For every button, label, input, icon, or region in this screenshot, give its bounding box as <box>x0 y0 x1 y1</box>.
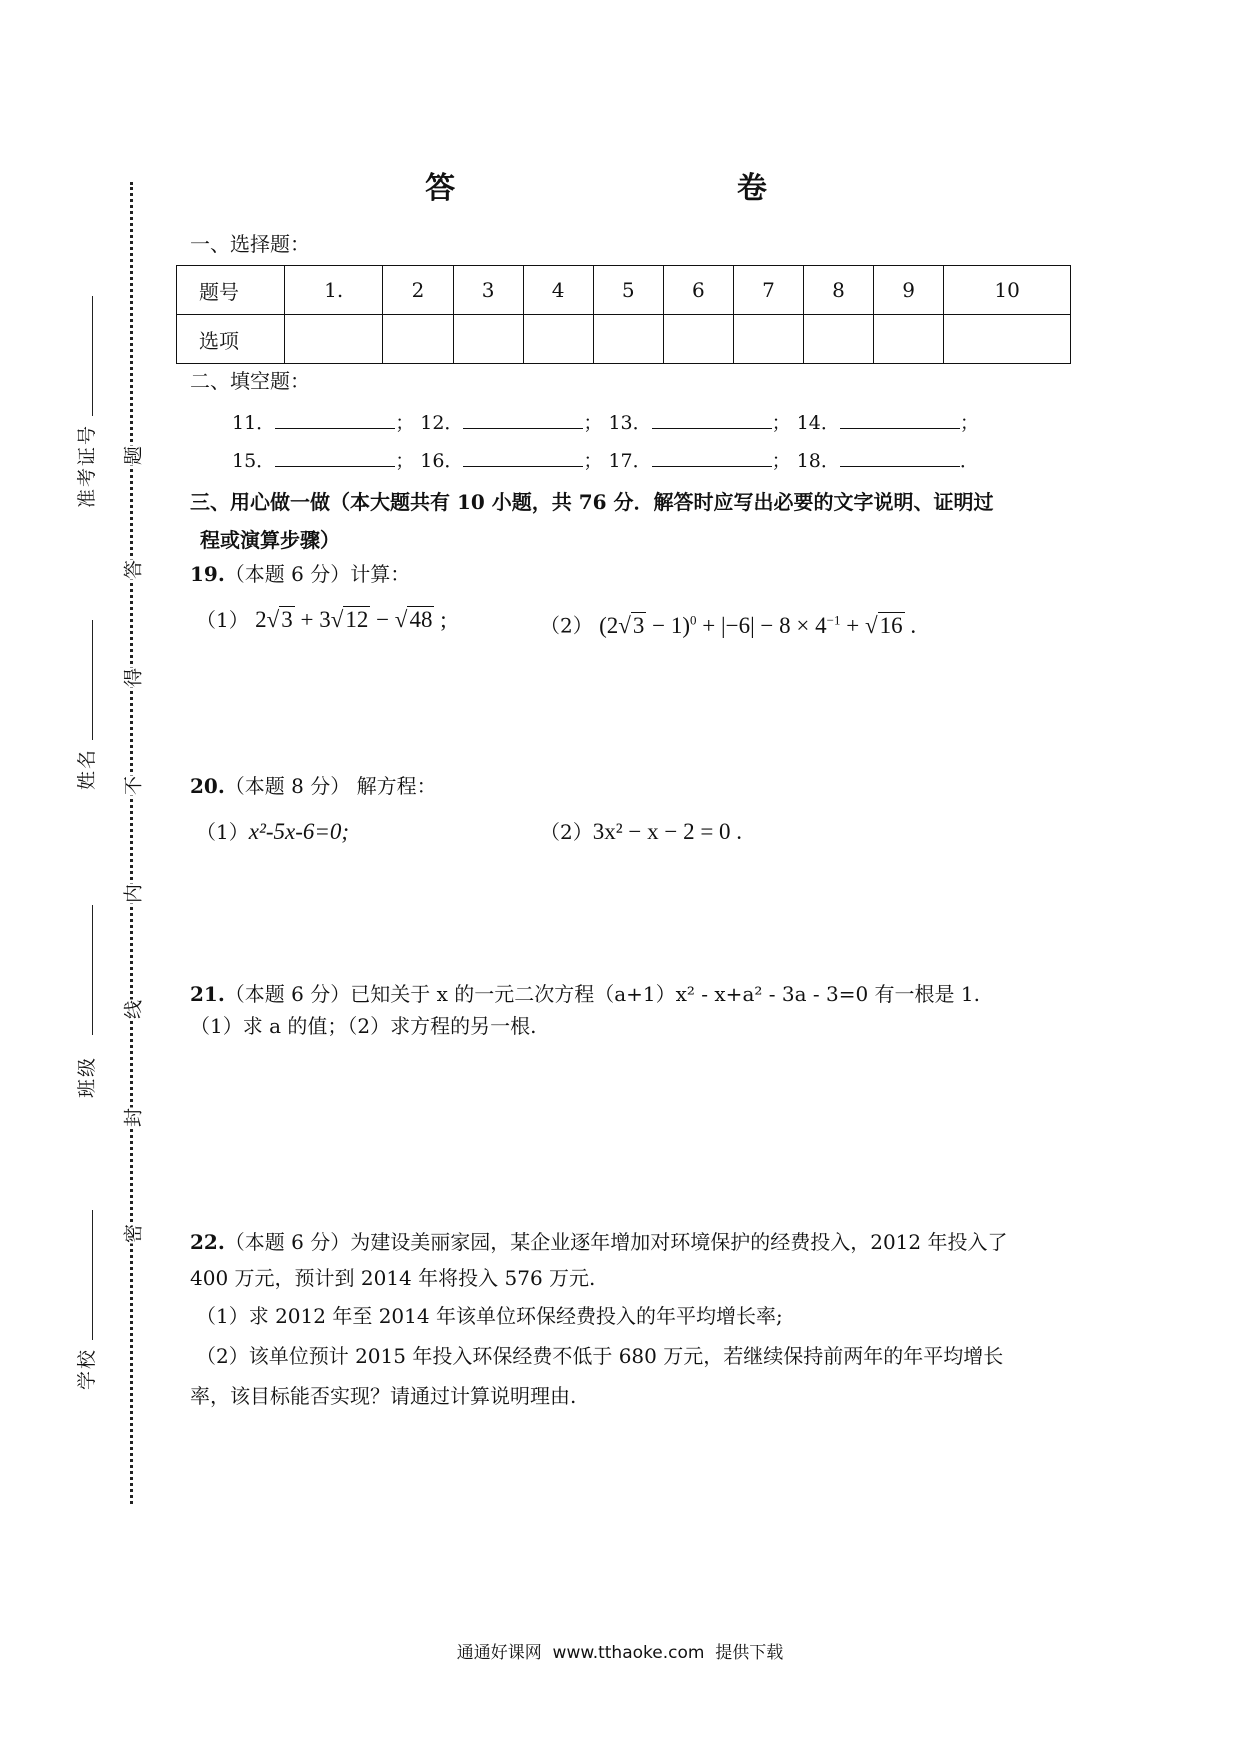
seal-char: 密 <box>119 1224 146 1244</box>
q20-number: 20. <box>190 774 225 798</box>
binding-dotted-line <box>130 182 133 1504</box>
table-header: 选项 <box>177 315 285 364</box>
question-number-cell: 4 <box>523 266 593 315</box>
binding-label-name: 姓名 <box>76 747 98 790</box>
page-title: 答 卷 <box>425 171 815 206</box>
fill-blank-row-2: 15． ； 16． ； 17． ； 18． ． <box>232 450 979 472</box>
question-number-cell: 8 <box>803 266 873 315</box>
fill-blank[interactable] <box>275 448 395 467</box>
table-row <box>177 315 1071 364</box>
blank-label: 15． <box>232 450 276 472</box>
seal-char: 线 <box>119 1000 146 1020</box>
q19-p1-label: （1） <box>196 608 249 632</box>
q19-p1-expr: 2√3 + 3√12 − √48 ; <box>255 607 447 632</box>
q22-text: （本题 6 分）为建设美丽家园，某企业逐年增加对环境保护的经费投入，2012 年投入了 <box>224 1230 1008 1254</box>
q20-intro: （本题 8 分） 解方程： <box>224 774 437 798</box>
q19-part1 <box>196 602 447 638</box>
blank-label: 13． <box>608 412 652 434</box>
q20-header <box>190 768 437 804</box>
name-line <box>92 620 93 740</box>
table-row <box>177 266 1071 315</box>
q20-part1 <box>196 814 349 850</box>
page-footer: 通通好课网 www.tthaoke.com 提供下载 <box>456 1643 784 1663</box>
seal-char: 得 <box>119 668 146 688</box>
seal-char: 内 <box>119 884 146 904</box>
question-number-cell: 2 <box>383 266 453 315</box>
question-number-cell: 6 <box>663 266 733 315</box>
q20-p2-label: （2） <box>540 820 593 844</box>
q19-part2 <box>540 602 916 644</box>
question-number-cell: 10 <box>944 266 1071 315</box>
fill-blank[interactable] <box>463 448 583 467</box>
q21-text2: （1）求 a 的值；（2）求方程的另一根. <box>190 1014 537 1038</box>
seal-char: 封 <box>119 1108 146 1128</box>
blank-label: 18． <box>796 450 840 472</box>
answer-cell[interactable] <box>803 315 873 364</box>
section3-heading-cont: 程或演算步骤） <box>200 528 340 552</box>
q22-part1: （1）求 2012 年至 2014 年该单位环保经费投入的年平均增长率; <box>196 1304 783 1328</box>
fill-blank[interactable] <box>275 410 395 429</box>
class-line <box>92 905 93 1035</box>
section2-heading: 二、填空题： <box>190 369 310 393</box>
q22-part2: （2）该单位预计 2015 年投入环保经费不低于 680 万元，若继续保持前两年的年平均增长 <box>196 1344 1004 1368</box>
q22-part2-cont: 率，该目标能否实现？请通过计算说明理由. <box>190 1384 577 1408</box>
fill-blank[interactable] <box>652 410 772 429</box>
q20-p1-expr: x²-5x-6=0; <box>248 819 350 844</box>
school-line <box>92 1210 93 1340</box>
answer-cell[interactable] <box>663 315 733 364</box>
exam-number-line <box>92 296 93 416</box>
q21-number: 21. <box>190 982 225 1006</box>
binding-label-class: 班级 <box>76 1055 98 1098</box>
q21-header <box>190 976 980 1012</box>
q22-number: 22. <box>190 1230 225 1254</box>
q19-header <box>190 556 410 592</box>
q19-p2-label: （2） <box>540 613 593 638</box>
answer-cell[interactable] <box>285 315 383 364</box>
question-number-cell: 7 <box>733 266 803 315</box>
fill-blank[interactable] <box>463 410 583 429</box>
fill-blank[interactable] <box>652 448 772 467</box>
answer-cell[interactable] <box>874 315 944 364</box>
fill-blank-row-1: 11． ； 12． ； 13． ； 14． ； <box>232 412 979 434</box>
blank-label: 17． <box>608 450 652 472</box>
q19-intro: （本题 6 分）计算： <box>224 562 411 586</box>
answer-cell[interactable] <box>733 315 803 364</box>
seal-char: 题 <box>119 446 146 466</box>
fill-blank[interactable] <box>840 448 960 467</box>
answer-cell[interactable] <box>453 315 523 364</box>
q22-text2: 400 万元，预计到 2014 年将投入 576 万元. <box>190 1266 596 1290</box>
seal-char: 不 <box>119 776 146 796</box>
answer-cell[interactable] <box>593 315 663 364</box>
q22-header <box>190 1224 1008 1260</box>
q19-number: 19. <box>190 562 225 586</box>
answer-cell[interactable] <box>383 315 453 364</box>
table-header: 题号 <box>177 266 285 315</box>
answer-cell[interactable] <box>944 315 1071 364</box>
blank-label: 12． <box>420 412 464 434</box>
q19-p2-expr: $(2√3 - 1)^0 + |-6| - 8 \times 4^{-1} + √16$ . <box>599 612 917 638</box>
q20-p1-label: （1） <box>196 820 249 844</box>
fill-blank[interactable] <box>840 410 960 429</box>
question-number-cell: 9 <box>874 266 944 315</box>
section1-heading: 一、选择题： <box>190 232 310 256</box>
question-number-cell: 5 <box>593 266 663 315</box>
binding-label-school: 学校 <box>76 1347 98 1390</box>
answer-cell[interactable] <box>523 315 593 364</box>
q20-p2-expr: 3x² − x − 2 = 0 . <box>592 819 743 844</box>
question-number-cell: 3 <box>453 266 523 315</box>
blank-label: 14． <box>796 412 840 434</box>
q20-part2 <box>540 814 742 850</box>
blank-label: 11． <box>232 412 276 434</box>
choice-answer-table <box>176 265 1071 364</box>
section3-heading: 三、用心做一做（本大题共有 10 小题，共 76 分．解答时应写出必要的文字说明、证明过 <box>190 490 994 514</box>
q21-text: （本题 6 分）已知关于 x 的一元二次方程（a+1）x² - x+a² - 3a - 3=0 有一根是 1. <box>224 982 980 1006</box>
seal-char: 答 <box>119 560 146 580</box>
binding-label-exam-number: 准考证号 <box>76 423 98 508</box>
blank-label: 16． <box>420 450 464 472</box>
question-number-cell: 1. <box>285 266 383 315</box>
